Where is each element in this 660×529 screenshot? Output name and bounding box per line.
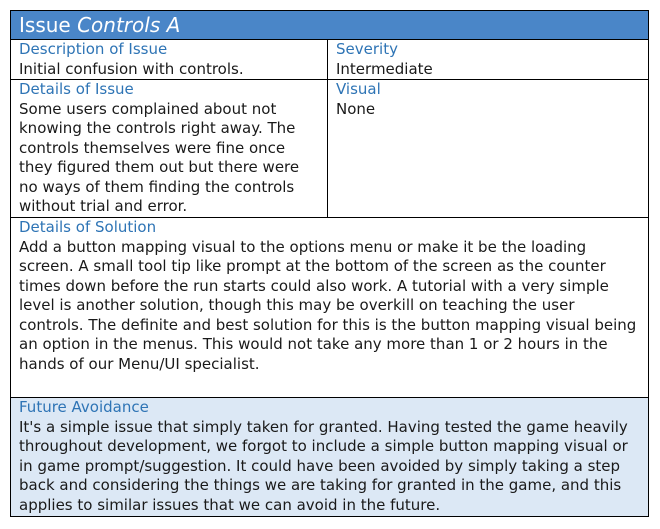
details-issue-cell (11, 80, 328, 218)
details-solution-cell (11, 218, 648, 398)
future-avoidance-cell (11, 398, 648, 516)
details-solution-text: Add a button mapping visual to the options menu or make it be the loading screen. A small tool tip like prompt at the bottom of the screen as the counter times down before the run starts could also work. A tutorial with a very simple level is another solution, though this may be overkill on teaching the user controls. The definite and best solution for this is the button mapping visual being an option in the menus. This would not take any more than 1 or 2 hours in the hands of our Menu/UI specialist. (19, 237, 637, 373)
description-cell (11, 40, 328, 80)
details-issue-text: Some users complained about not knowing the controls right away. The controls themselves were fine once they figured them out but there were no ways of them finding the controls without trial and error. (19, 99, 300, 215)
title-issue-name: Controls A (77, 13, 181, 37)
description-text: Initial confusion with controls. (19, 59, 244, 78)
title-prefix: Issue (19, 13, 71, 37)
visual-label: Visual (336, 80, 381, 98)
description-label: Description of Issue (19, 40, 168, 58)
issue-table (10, 10, 649, 517)
visual-cell (328, 80, 648, 218)
details-issue-label: Details of Issue (19, 80, 134, 98)
severity-text: Intermediate (336, 59, 433, 78)
future-avoidance-text: It's a simple issue that simply taken for granted. Having tested the game heavily throughout development, we forgot to include a simple button mapping visual or in game prompt/suggestion. It could have been avoided by simply taking a step back and considering the things we are taking for granted in the game, and this applies to similar issues that we can avoid in the future. (19, 417, 628, 514)
severity-label: Severity (336, 40, 398, 58)
issue-title-bar (11, 11, 648, 40)
visual-text: None (336, 99, 376, 118)
details-solution-label: Details of Solution (19, 218, 157, 236)
future-avoidance-label: Future Avoidance (19, 398, 149, 416)
severity-cell (328, 40, 648, 80)
